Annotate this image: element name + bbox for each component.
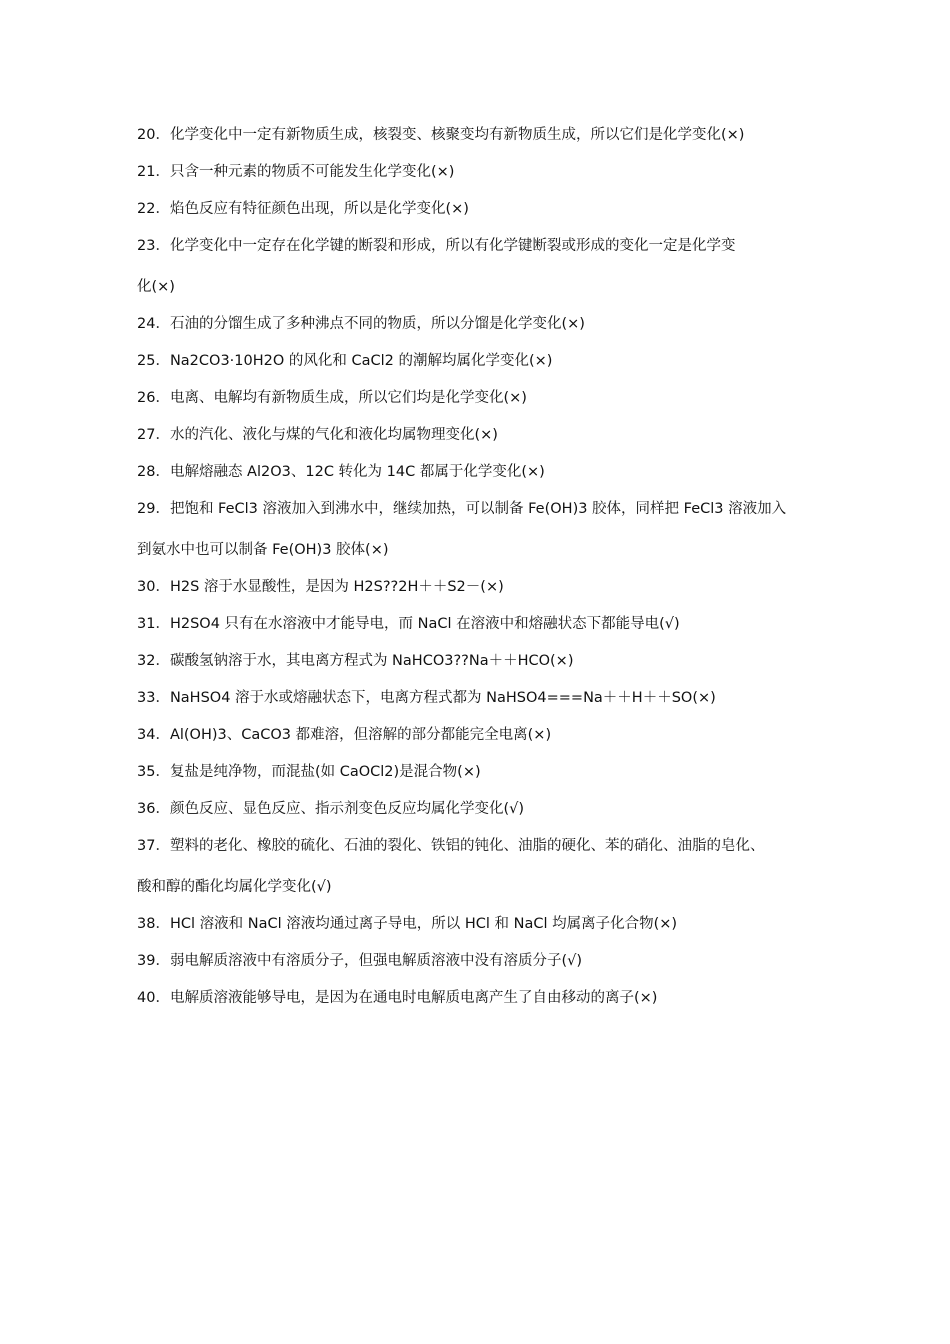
statement-35: 35．复盐是纯净物，而混盐(如 CaOCl2)是混合物(×) xyxy=(137,764,481,780)
statement-29-part-2: 到氨水中也可以制备 Fe(OH)3 胶体(×) xyxy=(137,542,389,558)
statement-40: 40．电解质溶液能够导电，是因为在通电时电解质电离产生了自由移动的离子(×) xyxy=(137,990,658,1006)
statement-23-part-2: 化(×) xyxy=(137,279,175,295)
statement-37-part-2: 酸和醇的酯化均属化学变化(√) xyxy=(137,879,332,895)
statement-22: 22．焰色反应有特征颜色出现，所以是化学变化(×) xyxy=(137,201,469,217)
statement-34: 34．Al(OH)3、CaCO3 都难溶，但溶解的部分都能完全电离(×) xyxy=(137,727,552,743)
statement-23-part-1: 23．化学变化中一定存在化学键的断裂和形成，所以有化学键断裂或形成的变化一定是化学变 xyxy=(137,238,736,254)
statement-33: 33．NaHSO4 溶于水或熔融状态下，电离方程式都为 NaHSO4===Na＋＋H＋＋SO(×) xyxy=(137,690,716,706)
statement-37-part-1: 37．塑料的老化、橡胶的硫化、石油的裂化、铁铝的钝化、油脂的硬化、苯的硝化、油脂的皂化、 xyxy=(137,838,765,854)
statement-27: 27．水的汽化、液化与煤的气化和液化均属物理变化(×) xyxy=(137,427,498,443)
statement-21: 21．只含一种元素的物质不可能发生化学变化(×) xyxy=(137,164,455,180)
statement-38: 38．HCl 溶液和 NaCl 溶液均通过离子导电，所以 HCl 和 NaCl 均属离子化合物(×) xyxy=(137,916,678,932)
statement-26: 26．电离、电解均有新物质生成，所以它们均是化学变化(×) xyxy=(137,390,527,406)
document-body xyxy=(137,124,822,1024)
statement-30: 30．H2S 溶于水显酸性，是因为 H2S??2H＋＋S2－(×) xyxy=(137,579,504,595)
statement-29-part-1: 29．把饱和 FeCl3 溶液加入到沸水中，继续加热，可以制备 Fe(OH)3 胶体，同样把 FeCl3 溶液加入 xyxy=(137,501,787,517)
statement-32: 32．碳酸氢钠溶于水，其电离方程式为 NaHCO3??Na＋＋HCO(×) xyxy=(137,653,574,669)
statement-36: 36．颜色反应、显色反应、指示剂变色反应均属化学变化(√) xyxy=(137,801,525,817)
statement-28: 28．电解熔融态 Al2O3、12C 转化为 14C 都属于化学变化(×) xyxy=(137,464,545,480)
statement-20: 20．化学变化中一定有新物质生成，核裂变、核聚变均有新物质生成，所以它们是化学变化(×) xyxy=(137,127,745,143)
statement-24: 24．石油的分馏生成了多种沸点不同的物质，所以分馏是化学变化(×) xyxy=(137,316,585,332)
statement-25: 25．Na2CO3·10H2O 的风化和 CaCl2 的潮解均属化学变化(×) xyxy=(137,353,553,369)
statement-39: 39．弱电解质溶液中有溶质分子，但强电解质溶液中没有溶质分子(√) xyxy=(137,953,583,969)
statement-31: 31．H2SO4 只有在水溶液中才能导电，而 NaCl 在溶液中和熔融状态下都能导电(√) xyxy=(137,616,680,632)
